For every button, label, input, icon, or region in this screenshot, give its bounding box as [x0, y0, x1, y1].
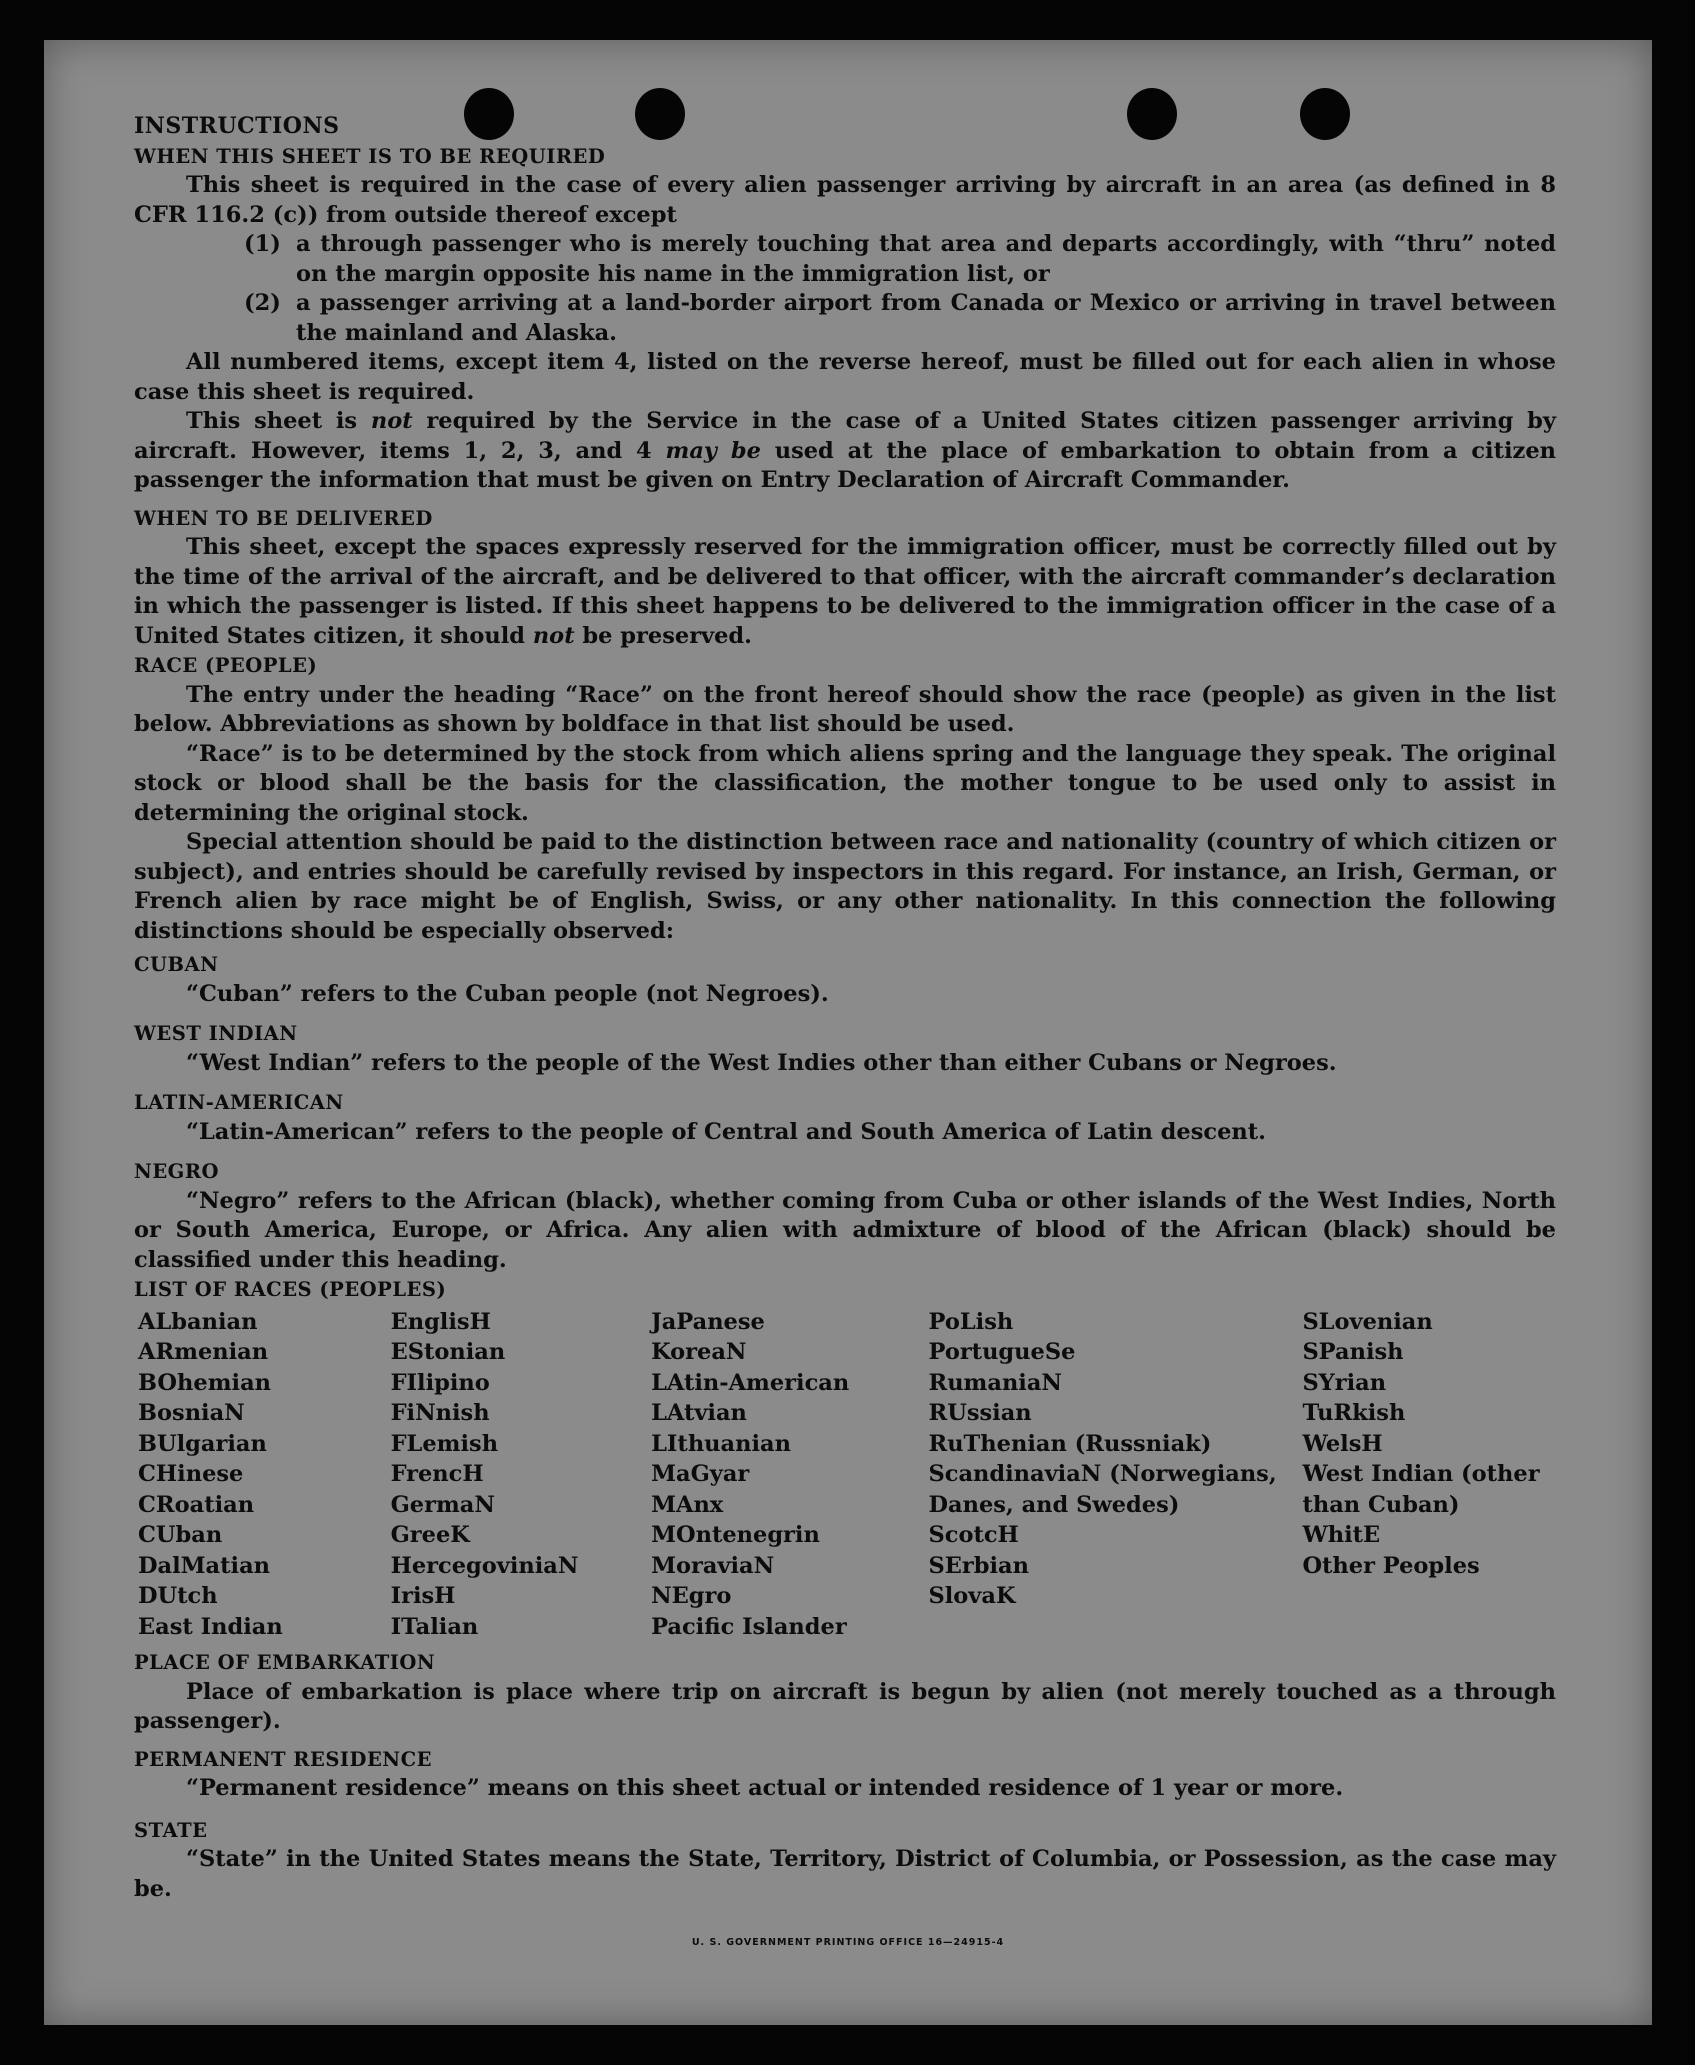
text-run: be preserved.	[574, 622, 753, 649]
race-entry: EnglisH	[390, 1308, 491, 1335]
embarkation-text: Place of embarkation is place where trip on aircraft is begun by alien (not merely touched as a through passenger).	[134, 1678, 1556, 1734]
section-heading-negro: NEGRO	[134, 1160, 220, 1183]
race-entry: CUban	[138, 1522, 223, 1548]
race-paragraph-1: The entry under the heading “Race” on the front hereof should show the race (people) as given in the list below. Abbreviations as shown by boldface in that list should be used.	[134, 681, 1556, 737]
race-entry: WelsH	[1302, 1430, 1383, 1457]
section-heading-when-required: WHEN THIS SHEET IS TO BE REQUIRED	[134, 144, 606, 168]
race-entry: CHinese	[138, 1461, 244, 1487]
race-entry: GreeK	[390, 1522, 470, 1548]
section-heading-west-indian: WEST INDIAN	[134, 1022, 298, 1045]
races-list	[138, 1307, 1556, 1643]
races-column	[391, 1307, 652, 1643]
race-entry: ScandinaviaN (Norwegians, Danes, and Swedes)	[928, 1461, 1277, 1518]
race-entry: FIlipino	[390, 1369, 490, 1396]
race-entry: DUtch	[138, 1583, 218, 1609]
section-heading-when-delivered: WHEN TO BE DELIVERED	[134, 506, 433, 530]
item-text: a passenger arriving at a land-border airport from Canada or Mexico or arriving in travel between the mainland and Alaska.	[296, 290, 1556, 346]
races-column	[1302, 1307, 1556, 1643]
when-required-intro: This sheet is required in the case of every alien passenger arriving by aircraft in an area (as defined in 8 CFR 116.2 (c)) from outside thereof except	[134, 172, 1556, 228]
race-entry: FLemish	[390, 1430, 499, 1457]
race-entry: West Indian (other than Cuban)	[1302, 1461, 1540, 1518]
cuban-text: “Cuban” refers to the Cuban people (not Negroes).	[186, 980, 829, 1007]
page-title: INSTRUCTIONS	[134, 113, 340, 139]
west-indian-text: “West Indian” refers to the people of the West Indies other than either Cubans or Negroes.	[186, 1049, 1337, 1076]
race-paragraph-2: “Race” is to be determined by the stock from which aliens spring and the language they speak. The original stock or blood shall be the basis for the classification, the mother tongue to be used only to assist in determining the original stock.	[134, 740, 1556, 826]
section-heading-latin-american: LATIN-AMERICAN	[134, 1091, 344, 1114]
race-entry: BosniaN	[138, 1400, 245, 1426]
state-text: “State” in the United States means the State, Territory, District of Columbia, or Possession, as the case may be.	[134, 1846, 1556, 1902]
races-column	[929, 1307, 1303, 1643]
emphasis-text: may be	[665, 437, 761, 464]
race-entry: PortugueSe	[928, 1339, 1076, 1365]
document-sheet	[44, 40, 1652, 2025]
negro-text: “Negro” refers to the African (black), whether coming from Cuba or other islands of the West Indies, North or South America, Europe, or Africa. Any alien with admixture of blood of the African (black) should be classified under this heading.	[134, 1187, 1556, 1273]
race-entry: SLovenian	[1302, 1308, 1433, 1335]
latin-american-text: “Latin-American” refers to the people of Central and South America of Latin descent.	[186, 1118, 1266, 1145]
delivered-paragraph	[134, 533, 1556, 651]
race-entry: Other Peoples	[1302, 1552, 1480, 1579]
race-entry: IrisH	[390, 1583, 456, 1609]
race-entry: KoreaN	[651, 1339, 747, 1365]
section-heading-race: RACE (PEOPLE)	[134, 654, 318, 677]
race-entry: ALbanian	[138, 1308, 258, 1335]
section-heading-state: STATE	[134, 1818, 208, 1842]
race-entry: NEgro	[651, 1583, 732, 1609]
race-entry: FiNnish	[390, 1400, 490, 1426]
race-entry: East Indian	[138, 1613, 283, 1640]
race-entry: ARmenian	[138, 1339, 269, 1365]
section-heading-embarkation: PLACE OF EMBARKATION	[134, 1651, 436, 1674]
race-entry: MaGyar	[651, 1461, 750, 1487]
race-entry: DalMatian	[138, 1552, 271, 1579]
race-entry: SYrian	[1302, 1369, 1387, 1396]
race-entry: RUssian	[928, 1400, 1032, 1426]
race-entry: SlovaK	[928, 1583, 1016, 1609]
item-text: a through passenger who is merely touching that area and departs accordingly, with “thru” noted on the margin opposite his name in the immigration list, or	[296, 231, 1556, 287]
race-entry: SErbian	[928, 1552, 1029, 1579]
races-column	[138, 1307, 391, 1643]
instructions-body	[134, 112, 1556, 1904]
text-run: This sheet is	[186, 408, 371, 434]
race-entry: JaPanese	[651, 1308, 765, 1335]
race-entry: LIthuanian	[651, 1430, 791, 1457]
printer-imprint: U. S. GOVERNMENT PRINTING OFFICE 16—24915-4	[691, 1937, 1005, 1948]
race-entry: MAnx	[651, 1491, 724, 1518]
race-entry: TuRkish	[1302, 1400, 1406, 1426]
race-entry: HercegoviniaN	[390, 1552, 579, 1579]
races-column	[651, 1307, 928, 1643]
section-heading-races-list: LIST OF RACES (PEOPLES)	[134, 1278, 447, 1301]
emphasis-text: not	[370, 408, 413, 434]
section-heading-cuban: CUBAN	[134, 953, 219, 976]
race-entry: CRoatian	[138, 1491, 255, 1518]
race-entry: RumaniaN	[928, 1369, 1062, 1396]
race-entry: SPanish	[1302, 1339, 1404, 1365]
race-entry: LAtvian	[651, 1400, 747, 1426]
section-heading-residence: PERMANENT RESIDENCE	[134, 1747, 433, 1771]
race-entry: EStonian	[390, 1339, 506, 1365]
race-entry: GermaN	[390, 1491, 495, 1518]
race-entry: BUlgarian	[138, 1430, 267, 1457]
citizen-paragraph	[134, 407, 1556, 496]
residence-text: “Permanent residence” means on this sheet actual or intended residence of 1 year or more.	[186, 1775, 1344, 1801]
item-number: (2)	[244, 290, 281, 316]
emphasis-text: not	[532, 622, 575, 649]
race-entry: WhitE	[1302, 1522, 1381, 1548]
numbered-items-paragraph: All numbered items, except item 4, listed on the reverse hereof, must be filled out for each alien in whose case this sheet is required.	[134, 349, 1556, 405]
race-paragraph-3: Special attention should be paid to the distinction between race and nationality (country of which citizen or subject), and entries should be carefully revised by inspectors in this regard. For instance, an Irish, German, or French alien by race might be of English, Swiss, or any other nationality. In this connection the following distinctions should be especially observed:	[134, 829, 1556, 944]
text-run: used at the place of embarkation to obtain from a citizen passenger the information that must be given on Entry Declaration of Aircraft Commander.	[134, 437, 1556, 493]
item-number: (1)	[244, 231, 281, 257]
race-entry: RuThenian (Russniak)	[928, 1430, 1212, 1457]
race-entry: PoLish	[928, 1308, 1014, 1335]
race-entry: FrencH	[390, 1461, 484, 1487]
race-entry: LAtin-American	[651, 1369, 850, 1396]
text-run: required by the Service in the case of a United States citizen passenger arriving by aircraft. However, items 1, 2, 3, and 4	[134, 408, 1556, 464]
exception-item	[134, 230, 1556, 289]
race-entry: ScotcH	[928, 1522, 1019, 1548]
race-entry: BOhemian	[138, 1369, 272, 1396]
text-run: This sheet, except the spaces expressly reserved for the immigration officer, must be correctly filled out by the time of the arrival of the aircraft, and be delivered to that officer, with the aircraft commander’s declaration in which the passenger is listed. If this sheet happens to be delivered to the immigration officer in the case of a United States citizen, it should	[134, 534, 1556, 649]
exception-item	[134, 289, 1556, 348]
race-entry: MoraviaN	[651, 1552, 775, 1579]
race-entry: ITalian	[390, 1613, 479, 1640]
race-entry: MOntenegrin	[651, 1522, 820, 1548]
race-entry: Pacific Islander	[651, 1613, 847, 1640]
